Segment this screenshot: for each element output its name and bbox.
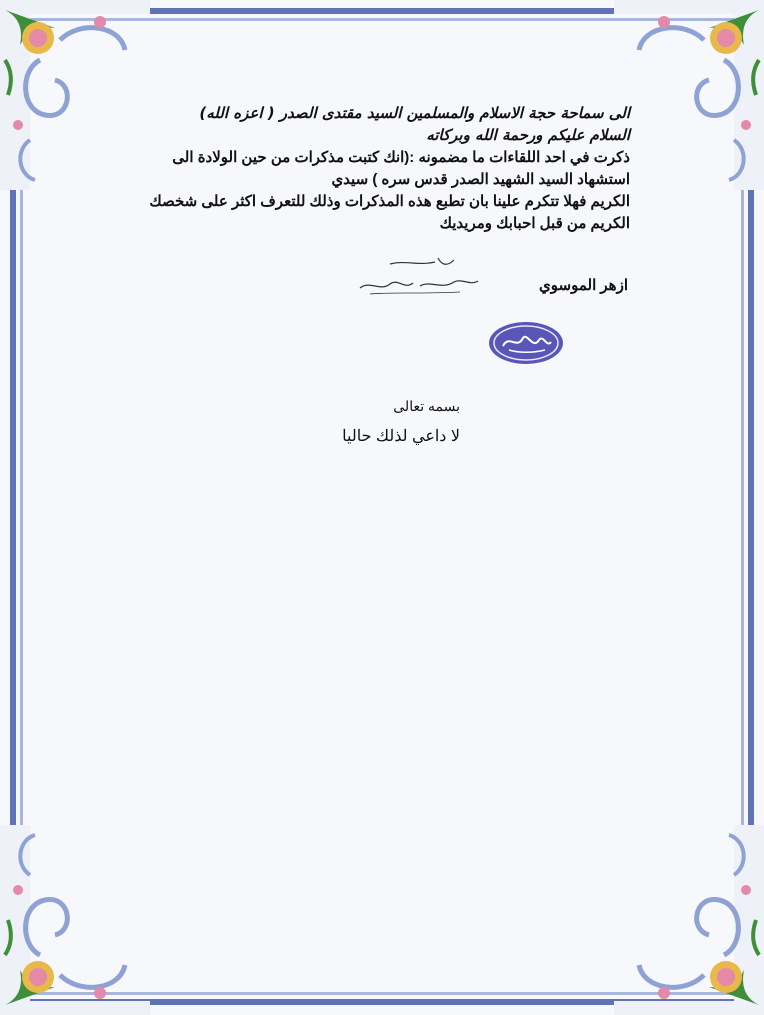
official-seal-stamp <box>487 320 565 366</box>
corner-ornament-bottom-left <box>0 825 150 1015</box>
letter-body-line-1: ذكرت في احد اللقاءات ما مضمونه :(انك كتبت مذكرات من حين الولادة الى <box>172 149 630 166</box>
corner-ornament-top-right <box>614 0 764 190</box>
letter-body-line-4: الكريم من قبل احبابك ومريديك <box>439 215 630 232</box>
letter-body-line-2: استشهاد السيد الشهيد الصدر قدس سره ) سيدي <box>331 171 630 188</box>
sender-name: ازهر الموسوي <box>539 277 628 294</box>
letter-body-line-3: الكريم فهلا تتكرم علينا بان تطبع هذه المذكرات وذلك للتعرف اكثر على شخصك <box>149 193 630 210</box>
reply-heading: بسمه تعالى <box>393 398 460 414</box>
letter-greeting-line: السلام عليكم ورحمة الله وبركاته <box>426 126 630 144</box>
handwritten-note-signature <box>350 250 490 300</box>
corner-ornament-bottom-right <box>614 825 764 1015</box>
letter-salutation-line: الى سماحة حجة الاسلام والمسلمين السيد مقتدى الصدر ( اعزه الله) <box>199 104 630 122</box>
reply-text: لا داعي لذلك حاليا <box>342 428 460 445</box>
